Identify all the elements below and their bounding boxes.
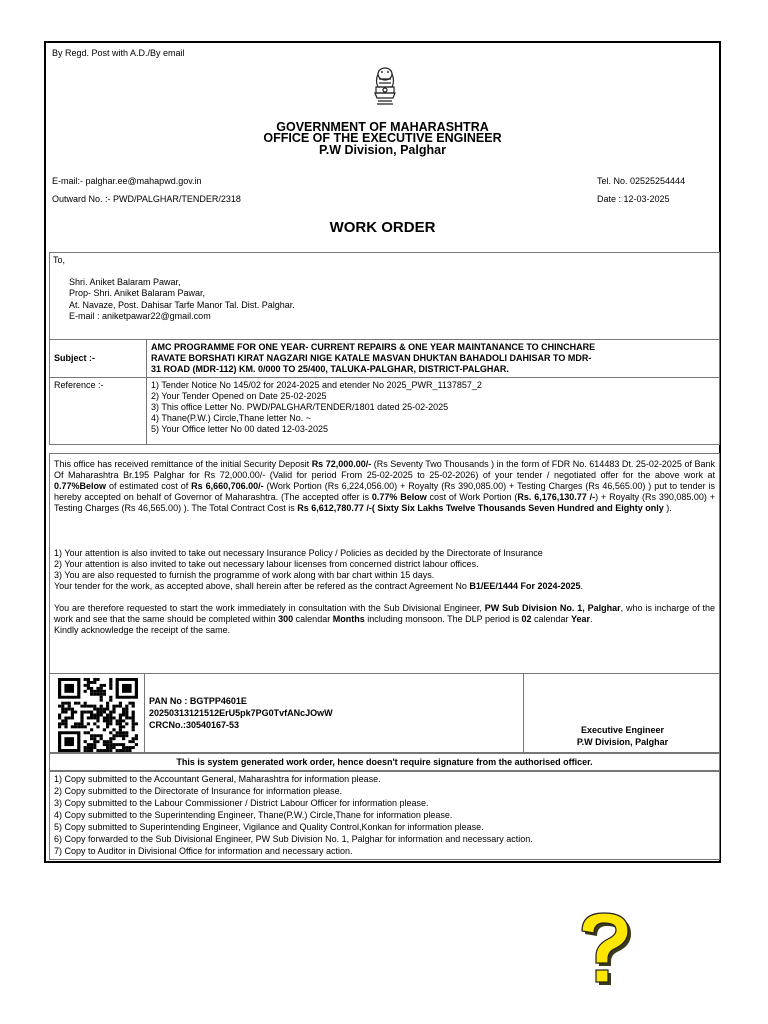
office-tel: Tel. No. 02525254444 [597, 176, 686, 186]
signature-block [49, 673, 720, 753]
page-title: WORK ORDER [329, 219, 436, 236]
copy-item: 3) Copy submitted to the Labour Commissioner / District Labour Officer for information please. [54, 798, 429, 808]
state-emblem-icon [369, 65, 401, 109]
signatory-office: P.W Division, Palghar [576, 737, 669, 747]
post-line: By Regd. Post with A.D./By email [52, 48, 185, 58]
qr-code-icon [58, 678, 138, 752]
recipient-line: Prop- Shri. Aniket Balaram Pawar, [69, 288, 206, 298]
order-date: Date : 12-03-2025 [597, 194, 670, 204]
subject-text [147, 340, 720, 378]
subject-line: AMC PROGRAMME FOR ONE YEAR- CURRENT REPAIRS & ONE YEAR MAINTANANCE TO CHINCHARE [151, 342, 596, 352]
pan-number: PAN No : BGTPP4601E [149, 696, 247, 706]
reference-item: 3) This office Letter No. PWD/PALGHAR/TENDER/1801 dated 25-02-2025 [151, 402, 449, 412]
recipient-block [49, 252, 720, 340]
document-code: 20250313121512ErU5pk7PG0TvfANcJOwW [149, 708, 333, 718]
office-email: E-mail:- palghar.ee@mahapwd.gov.in [52, 176, 202, 186]
copy-item: 4) Copy submitted to the Superintending Engineer, Thane(P.W.) Circle,Thane for information please. [54, 810, 453, 820]
subject-line: 31 ROAD (MDR-112) KM. 0/000 TO 25/400, TALUKA-PALGHAR, DISTRICT-PALGHAR. [151, 364, 509, 374]
subject-reference-table [49, 339, 720, 445]
to-label: To, [53, 255, 66, 265]
recipient-line: Shri. Aniket Balaram Pawar, [69, 277, 181, 287]
work-order-document [44, 41, 721, 863]
division-title: P.W Division, Palghar [319, 143, 446, 157]
copy-item: 5) Copy submitted to Superintending Engineer, Vigilance and Quality Control,Konkan for information please. [54, 822, 484, 832]
subject-label: Subject :- [50, 340, 147, 378]
reference-item: 4) Thane(P.W.) Circle,Thane letter No. ~ [151, 413, 311, 423]
reference-list [147, 378, 720, 445]
copy-item: 7) Copy to Auditor in Divisional Office for information and necessary action. [54, 846, 353, 856]
instructions-paragraph: 1) Your attention is also invited to take out necessary Insurance Policy / Policies as decided by the Directorate of Insurance 2) Your attention is also invited to take out necessary labour licenses from concerned district labour offices. 3) You are also requested to furnish the programme of work along with bar chart within 15 days. Your tender for the work, as accepted above, shall herein after be refered as the contract Agreement No B1/EE/1444 For 2024-2025. [54, 548, 584, 591]
reference-item: 1) Tender Notice No 145/02 for 2024-2025 and etender No 2025_PWR_1137857_2 [151, 380, 482, 390]
pan-details [149, 695, 333, 731]
subject-line: RAVATE BORSHATI KIRAT NAGZARI NIGE KATALE MASVAN DHUKTAN BAHADOLI DAHISAR TO MDR- [151, 353, 592, 363]
reference-item: 5) Your Office letter No 00 dated 12-03-2025 [151, 424, 328, 434]
question-mark-icon [576, 911, 636, 989]
start-work-paragraph: You are therefore requested to start the work immediately in consultation with the Sub Divisional Engineer, PW Sub Division No. 1, Palghar, who is incharge of the work and see that the same should be completed within 300 calendar Months including monsoon. The DLP period is 02 calendar Year. Kindly acknowledge the receipt of the same. [54, 603, 715, 635]
crc-number: CRCNo.:30540167-53 [149, 720, 240, 730]
gov-title: GOVERNMENT OF MAHARASHTRA [276, 120, 489, 134]
order-body [49, 453, 720, 674]
office-title: OFFICE OF THE EXECUTIVE ENGINEER [263, 131, 502, 145]
signatory [524, 724, 721, 748]
acceptance-paragraph: This office has received remittance of the initial Security Deposit Rs 72,000.00/- (Rs Seventy Two Thousands ) in the form of FDR No. 614483 Dt. 25-02-2025 of Bank Of Maharashtra Br.195 Palghar for Rs 72,000.00/- (Valid for period From 25-02-2025 to 25-02-2026) of your tender / negotiated offer for the above work at 0.77%Below of estimated cost of Rs 6,660,706.00/- (Work Portion (Rs 6,224,056.00) + Royalty (Rs 390,085.00) + Testing Charges (Rs 46,565.00) ) put to tender is hereby accepted on behalf of Governor of Maharashtra. (The accepted offer is 0.77% Below cost of Work Portion (Rs. 6,176,130.77 /-) + Royalty (Rs 390,085.00) + Testing Charges (Rs 46,565.00) ). The Total Contract Cost is Rs 6,612,780.77 /-( Sixty Six Lakhs Twelve Thousands Seven Hundred and Eighty only ). [54, 459, 715, 513]
copy-item: 6) Copy forwarded to the Sub Divisional Engineer, PW Sub Division No. 1, Palghar for information and necessary action. [54, 834, 533, 844]
system-note: This is system generated work order, hence doesn't require signature from the authorised officer. [49, 753, 720, 771]
recipient-email: E-mail : aniketpawar22@gmail.com [69, 311, 211, 321]
reference-label: Reference :- [50, 378, 147, 445]
reference-item: 2) Your Tender Opened on Date 25-02-2025 [151, 391, 327, 401]
recipient-line: At. Navaze, Post. Dahisar Tarfe Manor Tal. Dist. Palghar. [69, 300, 295, 310]
copy-item: 2) Copy submitted to the Directorate of Insurance for information please. [54, 786, 343, 796]
outward-number: Outward No. :- PWD/PALGHAR/TENDER/2318 [52, 194, 241, 204]
copy-list [49, 771, 720, 860]
copy-item: 1) Copy submitted to the Accountant General, Maharashtra for information please. [54, 774, 381, 784]
signatory-title: Executive Engineer [580, 725, 665, 735]
